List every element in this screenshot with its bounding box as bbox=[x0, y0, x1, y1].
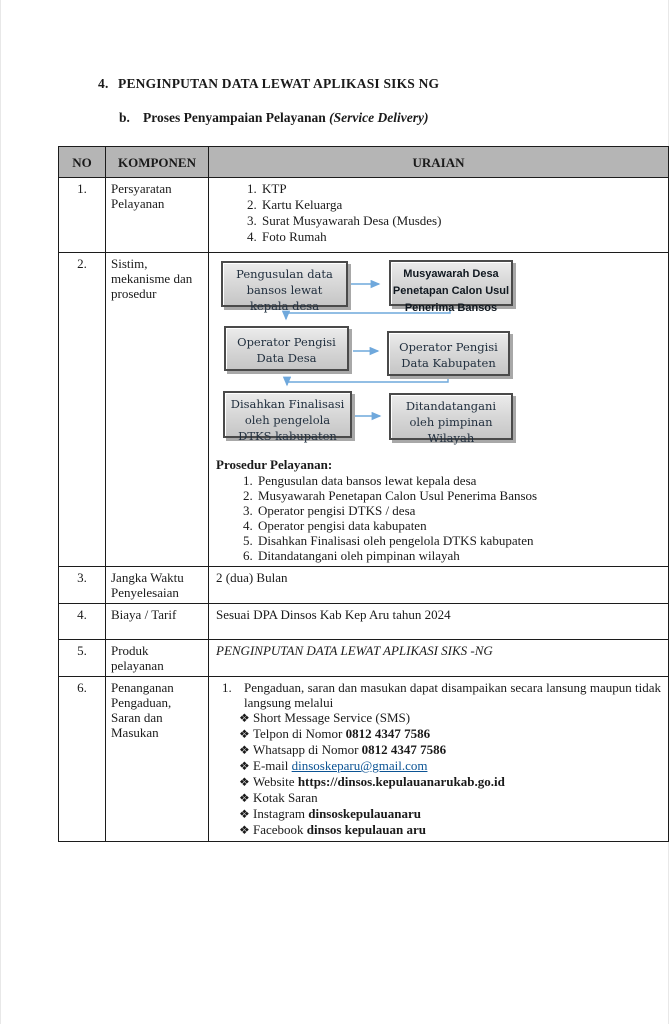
flow-box-pengusulan: Pengusulan data bansos lewat kepala desa bbox=[221, 261, 348, 307]
list-item: ❖ Website https://dinsos.kepulauanarukab.go.id bbox=[239, 774, 505, 789]
list-item: 1. KTP bbox=[260, 181, 663, 196]
list-item: 3. Surat Musyawarah Desa (Musdes) bbox=[260, 213, 663, 228]
document-page bbox=[1, 0, 668, 1024]
subsection-number: b. bbox=[119, 110, 130, 125]
flow-box-operator-kabupaten: Operator Pengisi Data Kabupaten bbox=[387, 331, 510, 376]
row1-komponen: Persyaratan Pelayanan bbox=[106, 178, 209, 253]
subsection-heading bbox=[119, 110, 428, 126]
prosedur-list bbox=[216, 473, 661, 563]
row4-no: 4. bbox=[59, 604, 106, 640]
row5-no: 5. bbox=[59, 640, 106, 677]
table-row bbox=[59, 604, 669, 640]
diamond-bullet-icon: ❖ bbox=[239, 759, 250, 773]
diamond-bullet-icon: ❖ bbox=[239, 711, 250, 725]
instagram-handle: dinsoskepulauanaru bbox=[308, 806, 421, 821]
contact-channel-list bbox=[214, 710, 663, 838]
row4-uraian: Sesuai DPA Dinsos Kab Kep Aru tahun 2024 bbox=[209, 604, 669, 640]
flow-box-musyawarah: Musyawarah Desa Penetapan Calon Usul Penerima Bansos bbox=[389, 260, 513, 306]
list-item: 3. Operator pengisi DTKS / desa bbox=[256, 503, 661, 518]
row5-uraian: PENGINPUTAN DATA LEWAT APLIKASI SIKS -NG bbox=[209, 640, 669, 677]
header-uraian: URAIAN bbox=[209, 147, 669, 178]
list-item: 6. Ditandatangani oleh pimpinan wilayah bbox=[256, 548, 661, 563]
table-row bbox=[59, 253, 669, 567]
list-item: ❖ Kotak Saran bbox=[239, 790, 318, 805]
header-no: NO bbox=[59, 147, 106, 178]
list-item: 2. Musyawarah Penetapan Calon Usul Penerima Bansos bbox=[256, 488, 661, 503]
service-table bbox=[58, 146, 669, 842]
diamond-bullet-icon: ❖ bbox=[239, 791, 250, 805]
website-url: https://dinsos.kepulauanarukab.go.id bbox=[297, 774, 505, 789]
table-row bbox=[59, 178, 669, 253]
diamond-bullet-icon: ❖ bbox=[239, 727, 250, 741]
section-title: PENGINPUTAN DATA LEWAT APLIKASI SIKS NG bbox=[118, 76, 440, 91]
list-item: 4. Foto Rumah bbox=[260, 229, 663, 244]
whatsapp-number: 0812 4347 7586 bbox=[361, 742, 447, 757]
subsection-title-italic: (Service Delivery) bbox=[329, 110, 429, 125]
pengaduan-intro: 1. Pengaduan, saran dan masukan dapat disampaikan secara lansung maupun tidak langsung melalui bbox=[222, 680, 661, 710]
row1-no: 1. bbox=[59, 178, 106, 253]
row6-no: 6. bbox=[59, 677, 106, 842]
row1-uraian bbox=[209, 178, 669, 253]
table-row bbox=[59, 677, 669, 842]
row2-no: 2. bbox=[59, 253, 106, 567]
row6-komponen: Penanganan Pengaduan, Saran dan Masukan bbox=[106, 677, 209, 842]
list-item: ❖ Whatsapp di Nomor 0812 4347 7586 bbox=[239, 742, 447, 757]
list-item: 4. Operator pengisi data kabupaten bbox=[256, 518, 661, 533]
list-item: ❖ Telpon di Nomor 0812 4347 7586 bbox=[239, 726, 431, 741]
row2-komponen: Sistim, mekanisme dan prosedur bbox=[106, 253, 209, 567]
subsection-title: Proses Penyampaian Pelayanan bbox=[143, 110, 330, 125]
row3-uraian: 2 (dua) Bulan bbox=[209, 567, 669, 604]
email-link[interactable]: dinsoskeparu@gmail.com bbox=[291, 758, 428, 773]
persyaratan-list bbox=[214, 181, 663, 244]
phone-number: 0812 4347 7586 bbox=[345, 726, 431, 741]
flow-box-ditandatangani: Ditandatangani oleh pimpinan Wilayah bbox=[389, 393, 513, 440]
prosedur-block bbox=[214, 455, 663, 563]
diamond-bullet-icon: ❖ bbox=[239, 743, 250, 757]
row5-komponen: Produk pelayanan bbox=[106, 640, 209, 677]
flow-box-disahkan: Disahkan Finalisasi oleh pengelola DTKS kabupaten bbox=[223, 391, 352, 438]
flowchart bbox=[209, 253, 668, 455]
diamond-bullet-icon: ❖ bbox=[239, 823, 250, 837]
facebook-name: dinsos kepulauan aru bbox=[306, 822, 427, 837]
diamond-bullet-icon: ❖ bbox=[239, 775, 250, 789]
diamond-bullet-icon: ❖ bbox=[239, 807, 250, 821]
list-item: 1. Pengusulan data bansos lewat kepala desa bbox=[256, 473, 661, 488]
list-item: 5. Disahkan Finalisasi oleh pengelola DTKS kabupaten bbox=[256, 533, 661, 548]
list-item: 2. Kartu Keluarga bbox=[260, 197, 663, 212]
header-komponen: KOMPONEN bbox=[106, 147, 209, 178]
arrow-elbow-down-icon bbox=[287, 377, 448, 385]
section-number: 4. bbox=[98, 76, 109, 91]
row2-uraian bbox=[209, 253, 669, 567]
row3-no: 3. bbox=[59, 567, 106, 604]
row6-uraian bbox=[209, 677, 669, 842]
flow-box-operator-desa: Operator Pengisi Data Desa bbox=[224, 326, 349, 371]
section-heading bbox=[98, 76, 439, 92]
table-row bbox=[59, 567, 669, 604]
row4-komponen: Biaya / Tarif bbox=[106, 604, 209, 640]
list-item: ❖ E-mail dinsoskeparu@gmail.com bbox=[239, 758, 428, 773]
list-item: ❖ Instagram dinsoskepulauanaru bbox=[239, 806, 421, 821]
prosedur-title: Prosedur Pelayanan: bbox=[216, 457, 333, 472]
table-header-row bbox=[59, 147, 669, 178]
table-row bbox=[59, 640, 669, 677]
list-item: ❖ Short Message Service (SMS) bbox=[239, 710, 411, 725]
list-item: ❖ Facebook dinsos kepulauan aru bbox=[239, 822, 427, 837]
row3-komponen: Jangka Waktu Penyelesaian bbox=[106, 567, 209, 604]
